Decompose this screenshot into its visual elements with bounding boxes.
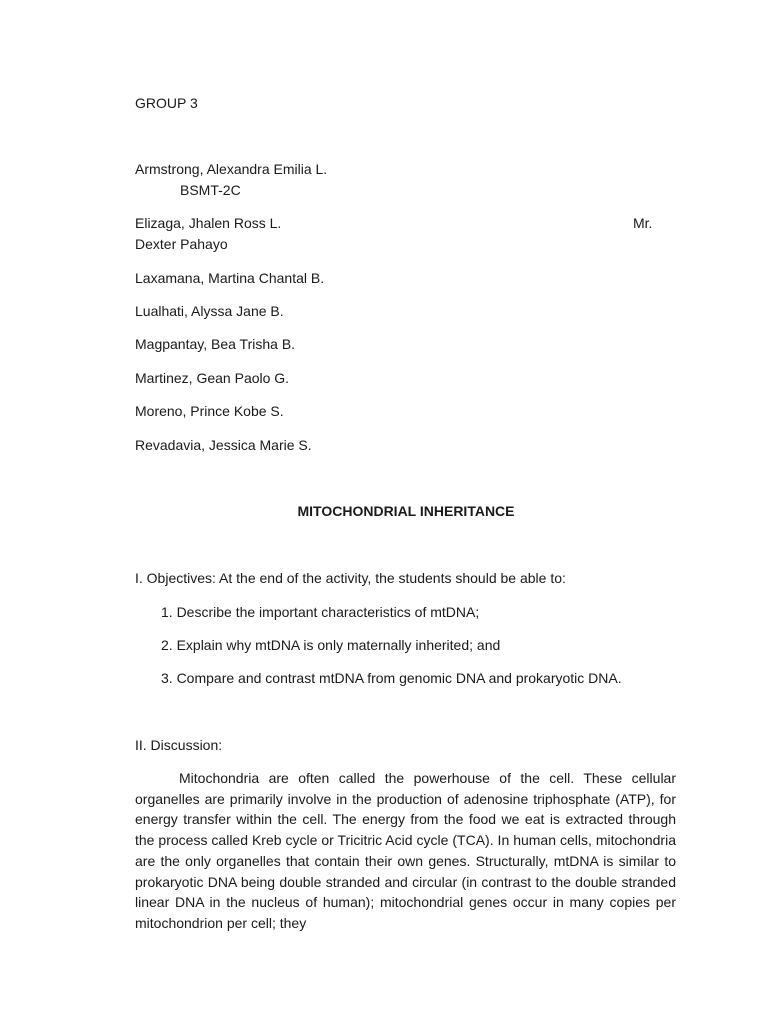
member-name: Laxamana, Martina Chantal B.	[135, 270, 325, 286]
objective-item: 3. Compare and contrast mtDNA from genomic DNA and prokaryotic DNA.	[161, 670, 622, 686]
objective-item: 1. Describe the important characteristics of mtDNA;	[161, 604, 480, 620]
discussion-text: Mitochondria are often called the powerhouse of the cell. These cellular organelles are primarily involve in the production of adenosine triphosphate (ATP), for energy transfer within the cell. The energy from the food we eat is extracted through the process called Kreb cycle or Tricitric Acid cycle (TCA). In human cells, mitochondria are the only organelles that contain their own genes. Structurally, mtDNA is similar to prokaryotic DNA being double stranded and circular (in contrast to the double stranded linear DNA in the nucleus of human); mitochondrial genes occur in many copies per mitochondrion per cell; they	[135, 770, 676, 931]
member-name: Revadavia, Jessica Marie S.	[135, 437, 312, 453]
member-name: Martinez, Gean Paolo G.	[135, 370, 290, 386]
discussion-heading: II. Discussion:	[135, 737, 223, 753]
member-name: Moreno, Prince Kobe S.	[135, 403, 284, 419]
objective-item: 2. Explain why mtDNA is only maternally inherited; and	[161, 637, 501, 653]
document-title: MITOCHONDRIAL INHERITANCE	[297, 503, 515, 519]
member-name: Lualhati, Alyssa Jane B.	[135, 303, 284, 319]
instructor-name: Dexter Pahayo	[135, 236, 228, 252]
member-name: Elizaga, Jhalen Ross L.	[135, 215, 282, 231]
section-label: BSMT-2C	[180, 182, 241, 198]
member-name: Magpantay, Bea Trisha B.	[135, 336, 296, 352]
instructor-prefix: Mr.	[633, 215, 653, 231]
member-name: Armstrong, Alexandra Emilia L.	[135, 161, 328, 177]
objectives-heading: I. Objectives: At the end of the activity, the students should be able to:	[135, 570, 566, 586]
discussion-paragraph	[135, 768, 676, 934]
group-label: GROUP 3	[135, 95, 198, 111]
